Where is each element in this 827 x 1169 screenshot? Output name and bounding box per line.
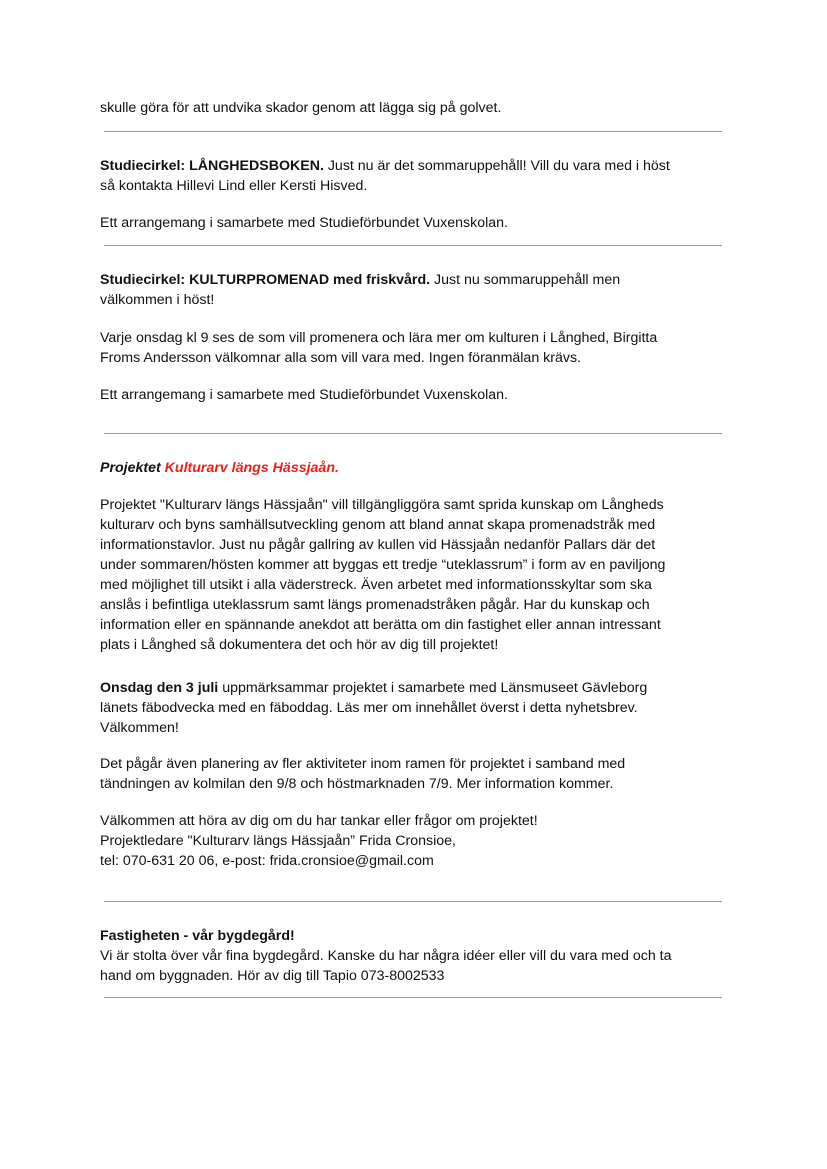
fastigheten-paragraph: Fastigheten - vår bygdegård! Vi är stolta över vår fina bygdegård. Kanske du har några idéer eller vill du vara med och ta hand om byggnaden. Hör av dig till Tapio 073-8002533 [100,928,672,984]
planering-paragraph: Det pågår även planering av fler aktiviteter inom ramen för projektet i samband med tändningen av kolmilan den 9/8 och höstmarknaden 7/9. Mer information kommer. [100,756,626,792]
divider [104,901,722,902]
kulturpromenad-description: Varje onsdag kl 9 ses de som vill promenera och lära mer om kulturen i Långhed, Birgitta Froms Andersson välkomnar alla som vill vara med. Ingen föranmälan krävs. [100,330,658,366]
onsdag-paragraph: Onsdag den 3 juli uppmärksammar projektet i samarbete med Länsmuseet Gävleborg länets fäbodvecka med en fäboddag. Läs mer om innehållet överst i detta nyhetsbrev. Välkommen! [100,680,648,736]
langhedsboken-arrangement: Ett arrangemang i samarbete med Studieförbundet Vuxenskolan. [100,215,509,231]
divider [104,433,722,434]
onsdag-date: Onsdag den 3 juli [100,680,219,696]
kulturpromenad-paragraph: Studiecirkel: KULTURPROMENAD med friskvård. Just nu sommaruppehåll men välkommen i höst! [100,272,621,308]
fastigheten-title: Fastigheten - vår bygdegård! [100,928,295,944]
divider [104,997,722,998]
intro-line: skulle göra för att undvika skador genom att lägga sig på golvet. [100,100,502,116]
divider [104,245,722,246]
kulturpromenad-title: Studiecirkel: KULTURPROMENAD med friskvård. [100,272,431,288]
divider [104,131,722,132]
langhedsboken-paragraph: Studiecirkel: LÅNGHEDSBOKEN. Just nu är det sommaruppehåll! Vill du vara med i höst så kontakta Hillevi Lind eller Kersti Hisved. [100,158,670,194]
projektet-heading: Projektet Kulturarv längs Hässjaån. [100,460,339,476]
intro-paragraph [100,98,725,118]
langhedsboken-title: Studiecirkel: LÅNGHEDSBOKEN. [100,158,324,174]
contact-paragraph: Välkommen att höra av dig om du har tankar eller frågor om projektet! Projektledare "Kulturarv längs Hässjaån” Frida Cronsioe, tel: 070-631 20 06, e-post: frida.cronsioe@gmail.com [100,813,538,869]
kulturpromenad-arrangement: Ett arrangemang i samarbete med Studieförbundet Vuxenskolan. [100,387,509,403]
projektet-body: Projektet "Kulturarv längs Hässjaån" vill tillgängliggöra samt sprida kunskap om Långheds kulturarv och byns samhällsutveckling genom att bland annat skapa promenadstråk med informationstavlor. Just nu pågår gallring av kullen vid Hässjaån nedanför Pallars där det under sommaren/hösten kommer att byggas ett tredje “uteklassrum” i form av en paviljong med möjlighet till utsikt i alla väderstreck. Även arbetet med informationsskyltar som ska anslås i befintliga uteklassrum samt längs promenadstråken pågår. Har du kunskap och information eller en spännande anekdot att berätta om din fastighet eller annan intressant plats i Långhed så dokumentera det och hör av dig till projektet! [100,497,666,653]
project-name: Kulturarv längs Hässjaån. [164,460,339,476]
